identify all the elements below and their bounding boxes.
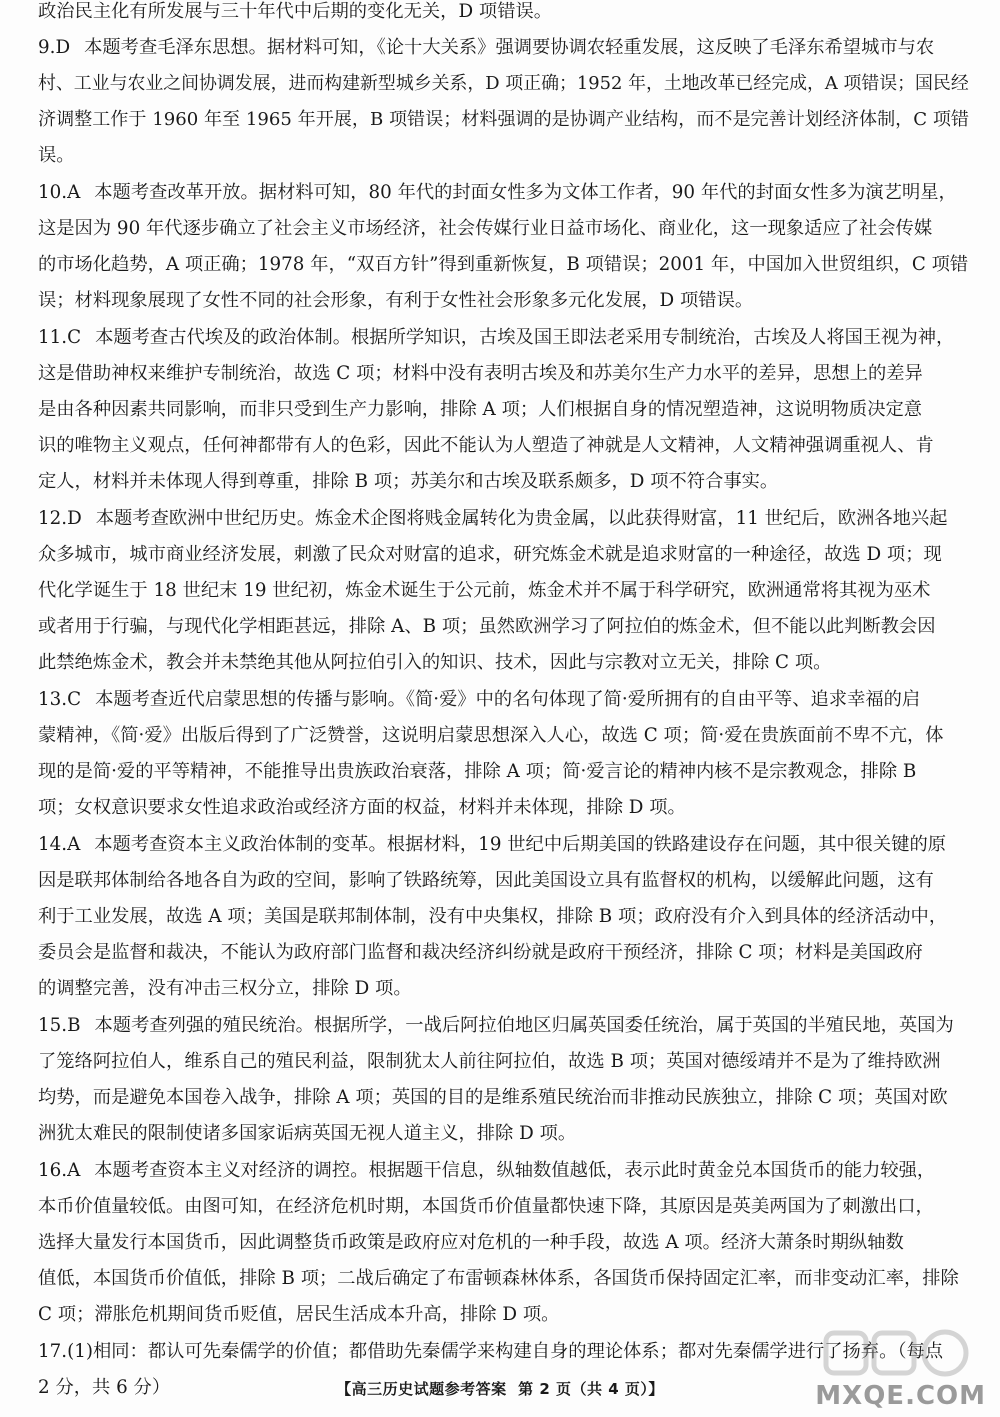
answer-text: 误。 (38, 145, 75, 166)
answer-line (38, 790, 968, 826)
footer-title: 高三历史试题参考答案 (351, 1380, 507, 1398)
answer-choice: A (67, 1160, 81, 1181)
answer-line (38, 573, 968, 609)
answer-line (38, 827, 968, 863)
answer-line (38, 971, 968, 1007)
answer-item (38, 501, 968, 681)
answer-line (38, 754, 968, 790)
answer-text: 济调整工作于 1960 年至 1965 年开展，B 项错误；材料强调的是协调产业结构，而不是完善计划经济体制，C 项错 (38, 109, 969, 130)
question-number: 10. (38, 182, 68, 203)
lead-line: 政治民主化有所发展与三十年代中后期的变化无关，D 项错误。 (38, 1, 553, 22)
answer-text: 利于工业发展，故选 A 项；美国是联邦制体制，没有中央集权，排除 B 项；政府没有介入到具体的经济活动中， (38, 906, 948, 927)
answer-text: 或者用于行骗，与现代化学相距甚远，排除 A、B 项；虽然欧洲学习了阿拉伯的炼金术，但不能以此判断教会因 (38, 616, 936, 637)
answer-line (38, 1225, 968, 1261)
answer-choice: A (67, 834, 81, 855)
answer-text: 本题考查改革开放。据材料可知，80 年代的封面女性多为文体工作者，90 年代的封面女性多为演艺明星， (94, 182, 957, 203)
answer-line (38, 247, 968, 283)
question-number: 11. (38, 327, 68, 348)
answer-text: 本币价值量较低。由图可知，在经济危机时期，本国货币价值量都快速下降，其原因是英美两国为了刺激出口， (38, 1196, 934, 1217)
answer-text: 本题考查资本主义政治体制的变革。根据材料，19 世纪中后期美国的铁路建设存在问题，其中很关键的原 (94, 834, 947, 855)
answer-text: 代化学诞生于 18 世纪末 19 世纪初，炼金术诞生于公元前，炼金术并不属于科学研究，欧洲通常将其视为巫术 (38, 580, 931, 601)
answer-text: 项；女权意识要求女性追求政治或经济方面的权益，材料并未体现，排除 D 项。 (38, 797, 686, 818)
answer-text: (1)相同：都认可先秦儒学的价值；都借助先秦儒学来构建自身的理论体系；都对先秦儒学进行了扬弃。（每点 (67, 1341, 944, 1362)
answer-line (38, 428, 968, 464)
answer-line (38, 392, 968, 428)
question-number: 12. (38, 508, 68, 529)
answer-text: 本题考查欧洲中世纪历史。炼金术企图将贱金属转化为贵金属，以此获得财富，11 世纪后，欧洲各地兴起 (95, 508, 948, 529)
answer-text: 选择大量发行本国货币，因此调整货币政策是政府应对危机的一种手段，故选 A 项。经济大萧条时期纵轴数 (38, 1232, 904, 1253)
answer-line (38, 1189, 968, 1225)
answer-line (38, 501, 968, 537)
answer-text: 这是因为 90 年代逐步确立了社会主义市场经济，社会传媒行业日益市场化、商业化，这一现象适应了社会传媒 (38, 218, 933, 239)
answer-text: 此禁绝炼金术，教会并未禁绝其他从阿拉伯引入的知识、技术，因此与宗教对立无关，排除 C 项。 (38, 652, 832, 673)
answer-choice: B (67, 1015, 81, 1036)
answer-line (38, 718, 968, 754)
answer-line (38, 1044, 968, 1080)
answer-text: 误；材料现象展现了女性不同的社会形象，有利于女性社会形象多元化发展，D 项错误。 (38, 290, 754, 311)
answer-line (38, 356, 968, 392)
answer-line (38, 464, 968, 500)
answer-text: 本题考查列强的殖民统治。根据所学，一战后阿拉伯地区归属英国委任统治，属于英国的半殖民地，英国为 (94, 1015, 954, 1036)
answer-text: 均势，而是避免本国卷入战争，排除 A 项；英国的目的是维系殖民统治而非推动民族独立，排除 C 项；英国对欧 (38, 1087, 948, 1108)
answer-content (38, 0, 968, 1407)
answer-line (38, 102, 968, 138)
answer-line (38, 1080, 968, 1116)
answer-item (38, 682, 968, 826)
answer-text: 的市场化趋势，A 项正确；1978 年，“双百方针”得到重新恢复，B 项错误；2001 年，中国加入世贸组织，C 项错 (38, 254, 969, 275)
answer-line (38, 66, 968, 102)
question-number: 16. (38, 1160, 68, 1181)
answer-text: 这是借助神权来维护专制统治，故选 C 项；材料中没有表明古埃及和苏美尔生产力水平的差异，思想上的差异 (38, 363, 923, 384)
answer-line (38, 537, 968, 573)
answer-text: 是由各种因素共同影响，而非只受到生产力影响，排除 A 项；人们根据自身的情况塑造神，这说明物质决定意 (38, 399, 923, 420)
question-number: 9. (38, 37, 56, 58)
answer-line (38, 283, 968, 319)
answer-text: 村、工业与农业之间协调发展，进而构建新型城乡关系，D 项正确；1952 年，土地改革已经完成，A 项错误；国民经 (38, 73, 969, 94)
answer-text: 蒙精神，《简·爱》出版后得到了广泛赞誉，这说明启蒙思想深入人心，故选 C 项；简·爱在贵族面前不卑不亢，体 (38, 725, 944, 746)
answer-choice: A (67, 182, 81, 203)
answer-line (38, 175, 968, 211)
answer-item (38, 320, 968, 500)
answer-choice: D (55, 37, 71, 58)
answer-text: 识的唯物主义观点，任何神都带有人的色彩，因此不能认为人塑造了神就是人文精神，人文精神强调重视人、肯 (38, 435, 934, 456)
answer-text: 因是联邦体制给各地各自为政的空间，影响了铁路统筹，因此美国设立具有监督权的机构，以缓解此问题，这有 (38, 870, 934, 891)
answer-item (38, 1008, 968, 1152)
answer-choice: C (67, 689, 82, 710)
answer-line (38, 863, 968, 899)
answer-text: 本题考查资本主义对经济的调控。根据题干信息，纵轴数值越低，表示此时黄金兑本国货币的能力较强， (94, 1160, 936, 1181)
answer-list (38, 30, 968, 1406)
answer-text: 委员会是监督和裁决，不能认为政府部门监督和裁决经济纠纷就是政府干预经济，排除 C 项；材料是美国政府 (38, 942, 923, 963)
answer-line (38, 211, 968, 247)
answer-line (38, 1116, 968, 1152)
answer-text: 的调整完善，没有冲击三权分立，排除 D 项。 (38, 978, 412, 999)
answer-text: 值低，本国货币价值低，排除 B 项；二战后确定了布雷顿森林体系，各国货币保持固定汇率，而非变动汇率，排除 (38, 1268, 959, 1289)
footer-bracket-open: 【 (336, 1380, 352, 1398)
question-number: 14. (38, 834, 68, 855)
answer-text: 众多城市，城市商业经济发展，刺激了民众对财富的追求，研究炼金术就是追求财富的一种途径，故选 D 项；现 (38, 544, 942, 565)
question-number: 13. (38, 689, 68, 710)
answer-text: 洲犹太难民的限制使诸多国家诟病英国无视人道主义，排除 D 项。 (38, 1123, 577, 1144)
answer-item (38, 30, 968, 174)
answer-line (38, 935, 968, 971)
answer-line (38, 899, 968, 935)
answer-text: 本题考查近代启蒙思想的传播与影响。《简·爱》中的名句体现了简·爱所拥有的自由平等、追求幸福的启 (95, 689, 921, 710)
answer-item (38, 1153, 968, 1333)
answer-line (38, 138, 968, 174)
answer-line (38, 320, 968, 356)
answer-text: 2 分，共 6 分） (38, 1377, 171, 1398)
question-number: 15. (38, 1015, 68, 1036)
watermark-text: MXQE.COM (815, 1381, 986, 1411)
answer-choice: C (67, 327, 82, 348)
footer-page-info: 第 2 页（共 4 页） (518, 1380, 649, 1398)
answer-text: C 项；滞胀危机期间货币贬值，居民生活成本升高，排除 D 项。 (38, 1304, 560, 1325)
answer-line (38, 1008, 968, 1044)
answer-item (38, 175, 968, 319)
answer-choice: D (67, 508, 82, 529)
answer-text: 了笼络阿拉伯人，维系自己的殖民利益，限制犹太人前往阿拉伯，故选 B 项；英国对德绥靖并不是为了维持欧洲 (38, 1051, 941, 1072)
answer-item (38, 827, 968, 1007)
answer-line (38, 1153, 968, 1189)
answer-line (38, 645, 968, 681)
answer-line (38, 609, 968, 645)
answer-text: 本题考查古代埃及的政治体制。根据所学知识，古埃及国王即法老采用专制统治，古埃及人将国王视为神， (95, 327, 955, 348)
answer-line (38, 1261, 968, 1297)
answer-text: 定人，材料并未体现人得到尊重，排除 B 项；苏美尔和古埃及联系颇多，D 项不符合事实。 (38, 471, 779, 492)
answer-text: 现的是简·爱的平等精神，不能推导出贵族政治衰落，排除 A 项；简·爱言论的精神内核不是宗教观念，排除 B (38, 761, 917, 782)
question-number: 17. (38, 1341, 68, 1362)
answer-text: 本题考查毛泽东思想。据材料可知，《论十大关系》强调要协调农轻重发展，这反映了毛泽东希望城市与农 (84, 37, 935, 58)
answer-line (38, 682, 968, 718)
answer-line (38, 30, 968, 66)
footer-bracket-close: 】 (648, 1380, 664, 1398)
